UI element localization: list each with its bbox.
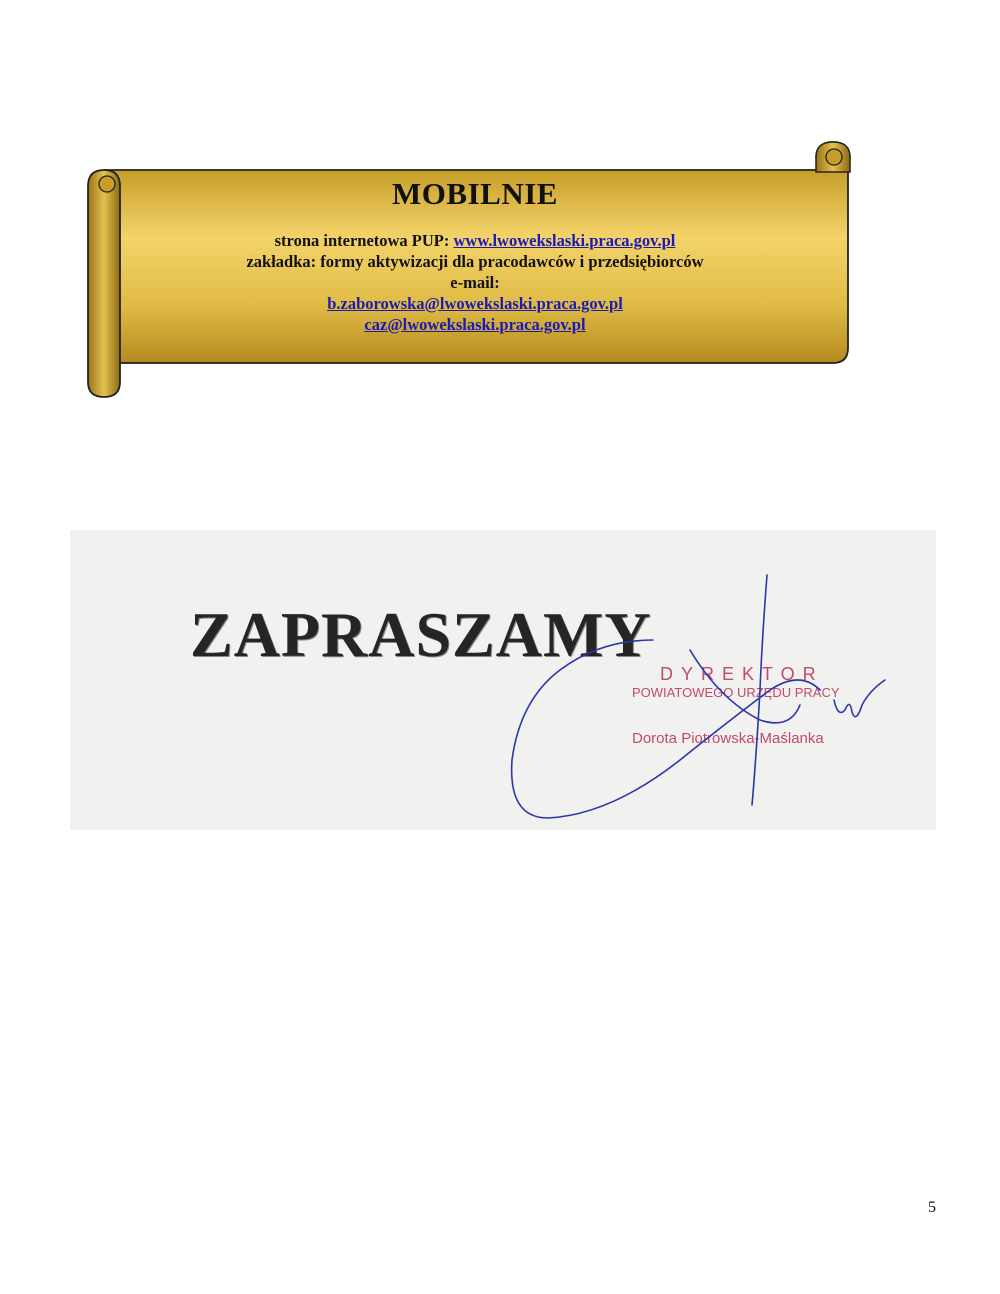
email-label: e-mail:	[450, 273, 500, 292]
page-number: 5	[928, 1199, 936, 1216]
stamp-name: Dorota Piotrowska-Maślanka	[632, 730, 824, 747]
stamp-office: POWIATOWEGO URZĘDU PRACY	[632, 685, 840, 700]
email-link-1[interactable]: b.zaborowska@lwowekslaski.praca.gov.pl	[327, 294, 623, 313]
banner-title: MOBILNIE	[392, 176, 558, 211]
invite-heading: ZAPRASZAMY	[190, 599, 652, 670]
website-label: strona internetowa PUP:	[274, 231, 454, 250]
tab-line: zakładka: formy aktywizacji dla pracodawców i przedsiębiorców	[246, 252, 704, 271]
stamp-title: DYREKTOR	[660, 664, 824, 684]
website-link[interactable]: www.lwowekslaski.praca.gov.pl	[453, 231, 676, 250]
email-link-2[interactable]: caz@lwowekslaski.praca.gov.pl	[364, 315, 586, 334]
